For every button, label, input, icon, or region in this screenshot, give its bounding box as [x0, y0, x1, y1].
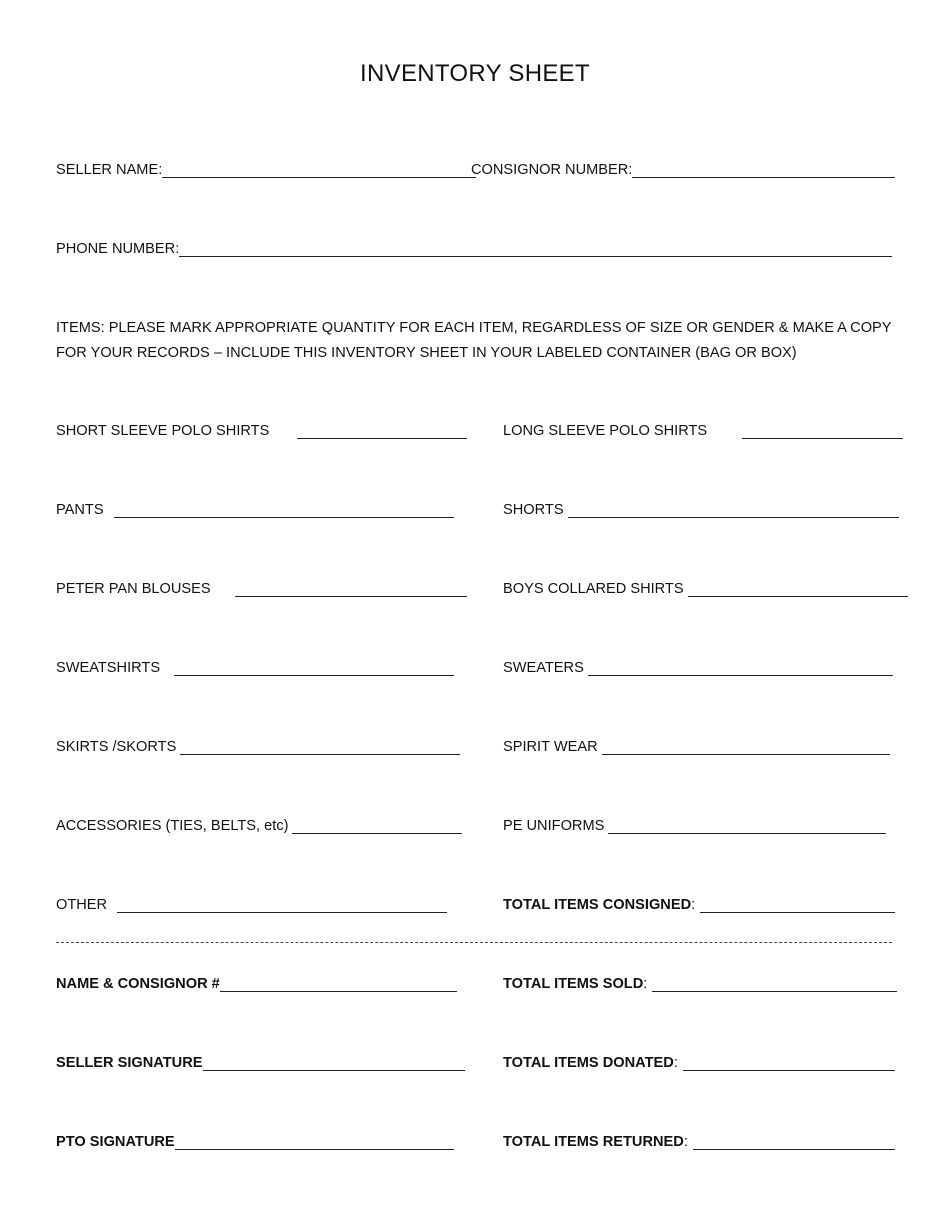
sweatshirts-blank[interactable] — [174, 660, 454, 676]
consignor-number-blank[interactable] — [632, 162, 895, 178]
sweaters-label: SWEATERS — [503, 660, 584, 676]
consignor-number-field[interactable] — [471, 160, 895, 180]
name-consignor-field[interactable] — [56, 974, 457, 994]
other-field[interactable] — [56, 895, 447, 915]
seller-name-field[interactable] — [56, 160, 476, 180]
cut-line-divider — [56, 942, 892, 943]
name-consignor-blank[interactable] — [220, 976, 457, 992]
total-donated-blank[interactable] — [683, 1055, 895, 1071]
spirit-wear-blank[interactable] — [602, 739, 890, 755]
total-consigned-label: TOTAL ITEMS CONSIGNED — [503, 897, 692, 913]
short-sleeve-polo-field[interactable] — [56, 421, 467, 441]
sweatshirts-field[interactable] — [56, 658, 454, 678]
instructions-text: ITEMS: PLEASE MARK APPROPRIATE QUANTITY FOR EACH ITEM, REGARDLESS OF SIZE OR GENDER & MAKE A COPY FOR YOUR RECORDS – INCLUDE THIS INVENTORY SHEET IN YOUR LABELED CONTAINER (BAG OR BOX) — [56, 320, 892, 361]
pto-signature-blank[interactable] — [175, 1134, 454, 1150]
sweaters-blank[interactable] — [588, 660, 893, 676]
total-returned-colon: : — [683, 1134, 688, 1150]
shorts-label: SHORTS — [503, 502, 564, 518]
seller-signature-field[interactable] — [56, 1053, 465, 1073]
total-consigned-colon: : — [691, 897, 696, 913]
long-sleeve-polo-blank[interactable] — [742, 423, 903, 439]
total-sold-blank[interactable] — [652, 976, 897, 992]
total-sold-field[interactable] — [503, 974, 897, 994]
other-label: OTHER — [56, 897, 108, 913]
pto-signature-label: PTO SIGNATURE — [56, 1134, 175, 1150]
total-returned-field[interactable] — [503, 1132, 895, 1152]
other-blank[interactable] — [117, 897, 447, 913]
boys-collared-shirts-field[interactable] — [503, 579, 908, 599]
shorts-field[interactable] — [503, 500, 899, 520]
pe-uniforms-blank[interactable] — [608, 818, 886, 834]
skirts-skorts-blank[interactable] — [180, 739, 460, 755]
accessories-blank[interactable] — [292, 818, 462, 834]
total-donated-colon: : — [673, 1055, 678, 1071]
peter-pan-blouses-field[interactable] — [56, 579, 467, 599]
page-title: INVENTORY SHEET — [360, 60, 590, 87]
phone-number-label: PHONE NUMBER: — [56, 241, 180, 257]
peter-pan-blouses-label: PETER PAN BLOUSES — [56, 581, 211, 597]
boys-collared-shirts-label: BOYS COLLARED SHIRTS — [503, 581, 684, 597]
sweaters-field[interactable] — [503, 658, 893, 678]
total-returned-blank[interactable] — [693, 1134, 895, 1150]
total-donated-label: TOTAL ITEMS DONATED — [503, 1055, 674, 1071]
phone-number-field[interactable] — [56, 239, 892, 259]
phone-number-blank[interactable] — [179, 241, 892, 257]
seller-name-label: SELLER NAME: — [56, 162, 163, 178]
seller-signature-blank[interactable] — [203, 1055, 465, 1071]
short-sleeve-polo-label: SHORT SLEEVE POLO SHIRTS — [56, 423, 270, 439]
total-consigned-blank[interactable] — [700, 897, 895, 913]
name-consignor-label: NAME & CONSIGNOR # — [56, 976, 220, 992]
consignor-number-label: CONSIGNOR NUMBER: — [471, 162, 633, 178]
skirts-skorts-field[interactable] — [56, 737, 460, 757]
short-sleeve-polo-blank[interactable] — [297, 423, 467, 439]
seller-name-blank[interactable] — [162, 162, 476, 178]
boys-collared-shirts-blank[interactable] — [688, 581, 908, 597]
pe-uniforms-field[interactable] — [503, 816, 886, 836]
total-sold-colon: : — [643, 976, 648, 992]
accessories-field[interactable] — [56, 816, 462, 836]
pants-label: PANTS — [56, 502, 104, 518]
long-sleeve-polo-field[interactable] — [503, 421, 903, 441]
pants-field[interactable] — [56, 500, 454, 520]
pants-blank[interactable] — [114, 502, 454, 518]
long-sleeve-polo-label: LONG SLEEVE POLO SHIRTS — [503, 423, 708, 439]
seller-signature-label: SELLER SIGNATURE — [56, 1055, 203, 1071]
spirit-wear-field[interactable] — [503, 737, 890, 757]
total-sold-label: TOTAL ITEMS SOLD — [503, 976, 644, 992]
pto-signature-field[interactable] — [56, 1132, 454, 1152]
pe-uniforms-label: PE UNIFORMS — [503, 818, 605, 834]
skirts-skorts-label: SKIRTS /SKORTS — [56, 739, 177, 755]
total-returned-label: TOTAL ITEMS RETURNED — [503, 1134, 684, 1150]
accessories-label: ACCESSORIES (TIES, BELTS, etc) — [56, 818, 289, 834]
total-consigned-field[interactable] — [503, 895, 895, 915]
spirit-wear-label: SPIRIT WEAR — [503, 739, 598, 755]
peter-pan-blouses-blank[interactable] — [235, 581, 467, 597]
sweatshirts-label: SWEATSHIRTS — [56, 660, 161, 676]
shorts-blank[interactable] — [568, 502, 899, 518]
total-donated-field[interactable] — [503, 1053, 895, 1073]
